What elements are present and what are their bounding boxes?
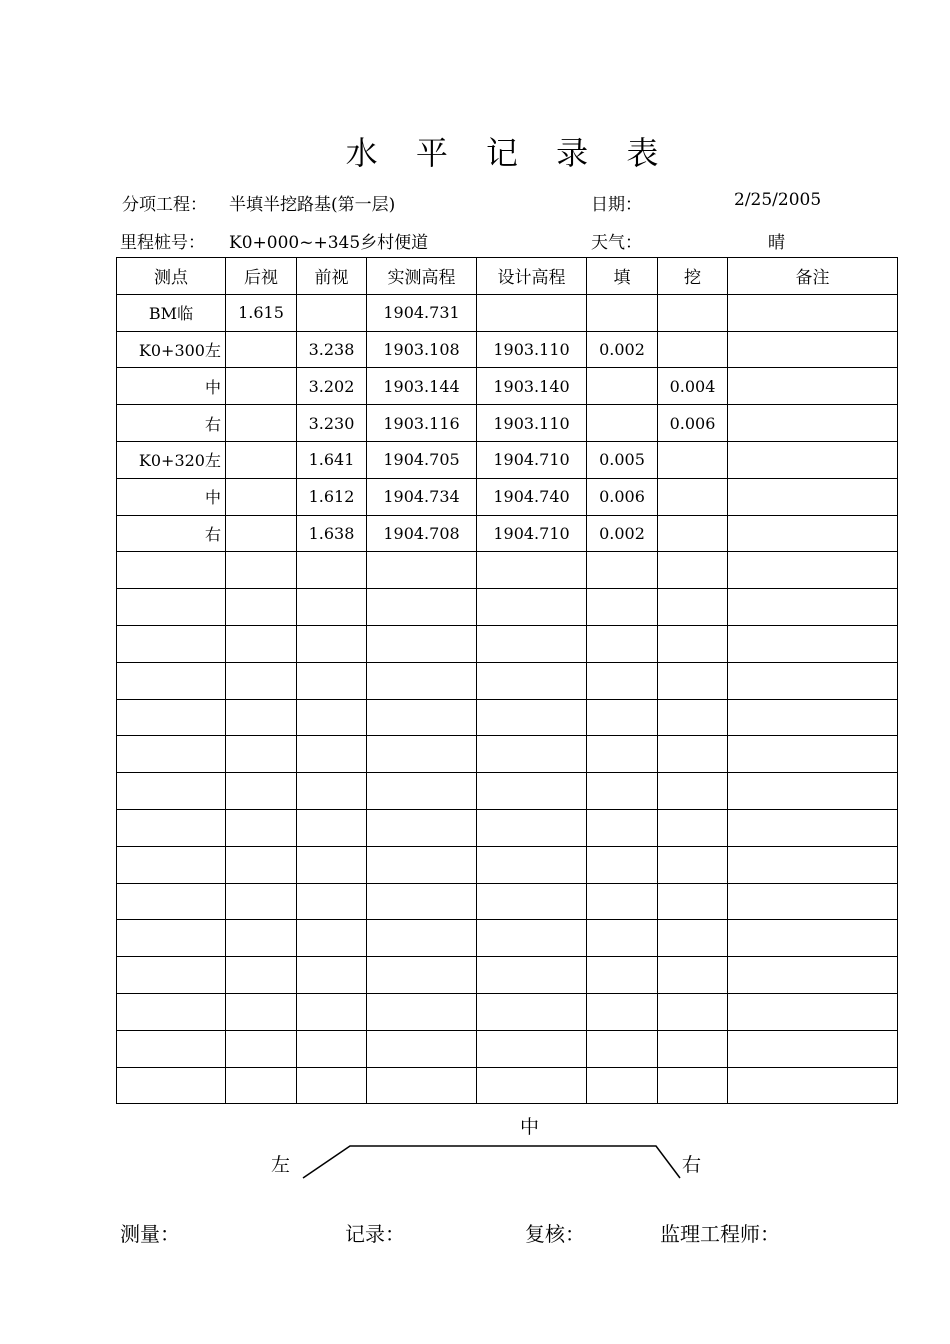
cell-design-elevation: 1903.110 — [477, 405, 587, 442]
cell-design-elevation: 1904.710 — [477, 515, 587, 552]
date-value: 2/25/2005 — [734, 190, 822, 210]
cell-foresight: 3.230 — [297, 405, 367, 442]
cell-measured-elevation: 1903.108 — [367, 331, 477, 368]
header-fill: 填 — [587, 258, 658, 295]
header-measured-elevation: 实测高程 — [367, 258, 477, 295]
cell-cut: 0.006 — [658, 405, 728, 442]
cell-design-elevation: 1904.740 — [477, 478, 587, 515]
diagram-right-label: 右 — [682, 1154, 702, 1176]
cell-measured-elevation: 1904.731 — [367, 294, 477, 331]
cell-foresight: 3.202 — [297, 368, 367, 405]
weather-value: 晴 — [768, 233, 785, 253]
cell-design-elevation: 1903.140 — [477, 368, 587, 405]
date-label: 日期： — [591, 195, 642, 215]
cell-foresight: 3.238 — [297, 331, 367, 368]
header-cut: 挖 — [658, 258, 728, 295]
header-remarks: 备注 — [728, 258, 898, 295]
cell-foresight: 1.641 — [297, 441, 367, 478]
item-value: 半填半挖路基(第一层) — [229, 195, 396, 215]
header-backsight: 后视 — [226, 258, 297, 295]
cell-measured-elevation: 1904.705 — [367, 441, 477, 478]
page-title: 水 平 记 录 表 — [345, 134, 673, 172]
sig-measure: 测量： — [120, 1222, 180, 1246]
sig-record: 记录： — [345, 1222, 405, 1246]
cell-foresight: 1.638 — [297, 515, 367, 552]
cell-point: K0+320左 — [117, 441, 226, 478]
cell-backsight: 1.615 — [226, 294, 297, 331]
cell-point: 中 — [117, 478, 226, 515]
sig-review: 复核： — [525, 1222, 585, 1246]
cell-measured-elevation: 1904.708 — [367, 515, 477, 552]
cross-section-line — [303, 1146, 680, 1178]
diagram-left-label: 左 — [271, 1154, 291, 1176]
weather-label: 天气： — [591, 233, 642, 253]
cell-point: K0+300左 — [117, 331, 226, 368]
cell-fill: 0.002 — [587, 515, 658, 552]
cell-fill: 0.005 — [587, 441, 658, 478]
cell-foresight: 1.612 — [297, 478, 367, 515]
station-label: 里程桩号： — [120, 233, 205, 253]
cell-fill: 0.002 — [587, 331, 658, 368]
cell-cut: 0.004 — [658, 368, 728, 405]
cell-design-elevation: 1904.710 — [477, 441, 587, 478]
item-label: 分项工程： — [122, 195, 207, 215]
station-value: K0+000~+345乡村便道 — [229, 233, 429, 253]
header-point: 测点 — [117, 258, 226, 295]
sig-supervisor: 监理工程师： — [660, 1222, 780, 1246]
header-design-elevation: 设计高程 — [477, 258, 587, 295]
cell-point: 右 — [117, 405, 226, 442]
cell-fill: 0.006 — [587, 478, 658, 515]
cell-measured-elevation: 1903.144 — [367, 368, 477, 405]
cell-measured-elevation: 1904.734 — [367, 478, 477, 515]
cell-design-elevation: 1903.110 — [477, 331, 587, 368]
header-foresight: 前视 — [297, 258, 367, 295]
cell-point: 右 — [117, 515, 226, 552]
cell-point: 中 — [117, 368, 226, 405]
cell-point: BM临 — [117, 294, 226, 331]
cell-measured-elevation: 1903.116 — [367, 405, 477, 442]
diagram-center-label: 中 — [520, 1116, 540, 1138]
